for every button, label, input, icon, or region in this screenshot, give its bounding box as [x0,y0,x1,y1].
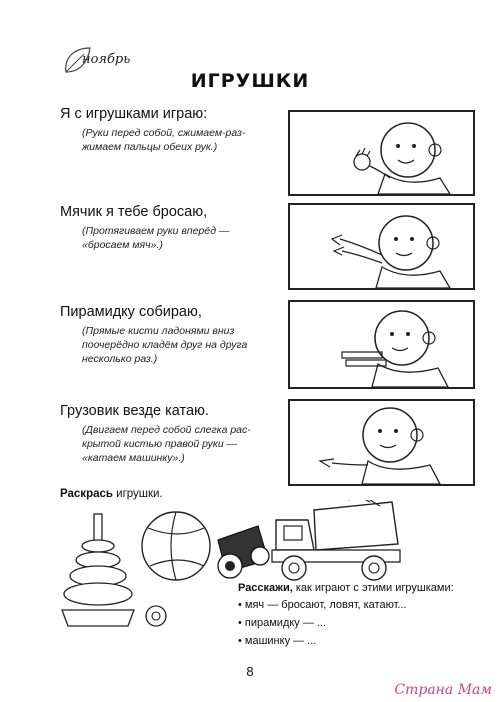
ball-toy-outline [142,512,210,580]
page-number: 8 [246,664,254,679]
spinning-top-toy-outline [218,526,269,578]
page-title: ИГРУШКИ [190,70,310,92]
verse-line: Пирамидку собираю, [60,304,202,320]
child-stretching-arms-illustration [290,205,473,288]
child-rolling-car-illustration [290,401,473,484]
talk-item-pyramid: • пирамидку — ... [238,617,327,629]
illustration-frame-3 [288,300,475,389]
site-watermark: Страна Мам [394,682,492,698]
verse-3 [60,304,285,366]
month-label: ноябрь [82,52,131,67]
illustration-frame-4 [288,399,475,486]
verse-note: (Руки перед собой, сжимаем-раз-жимаем пальцы обеих рук.) [82,127,246,153]
talk-instruction-bold: Расскажи, [238,582,293,594]
verse-2 [60,204,285,252]
verse-line: Мячик я тебе бросаю, [60,204,208,220]
illustration-frame-1 [288,110,475,196]
talk-instruction [238,582,483,594]
verse-line: Грузовик везде катаю. [60,403,209,419]
coloring-instruction [60,488,163,500]
dump-truck-toy-outline [272,500,400,580]
coloring-instruction-rest: игрушки. [112,488,163,500]
talk-item-ball: • мяч — бросают, ловят, катают... [238,599,407,611]
talk-instruction-rest: как играют с этими игрушками: [292,582,454,594]
illustration-frame-2 [288,203,475,290]
verse-4 [60,403,285,465]
verse-line: Я с игрушками играю: [60,106,208,122]
verse-1 [60,106,285,154]
talk-item-car: • машинку — ... [238,635,317,647]
verse-note: (Протягиваем руки вперёд — «бросаем мяч».) [82,225,230,251]
talk-task [238,582,483,648]
verse-note: (Прямые кисти ладонями вниз поочерёдно кладём друг на друга несколько раз.) [82,325,248,365]
child-clenching-hands-illustration [290,112,473,194]
coloring-instruction-bold: Раскрась [60,488,113,500]
child-stacking-palms-illustration [290,302,473,387]
verse-note: (Двигаем перед собой слегка рас-крытой кистью правой руки — «катаем машинку».) [82,424,251,464]
